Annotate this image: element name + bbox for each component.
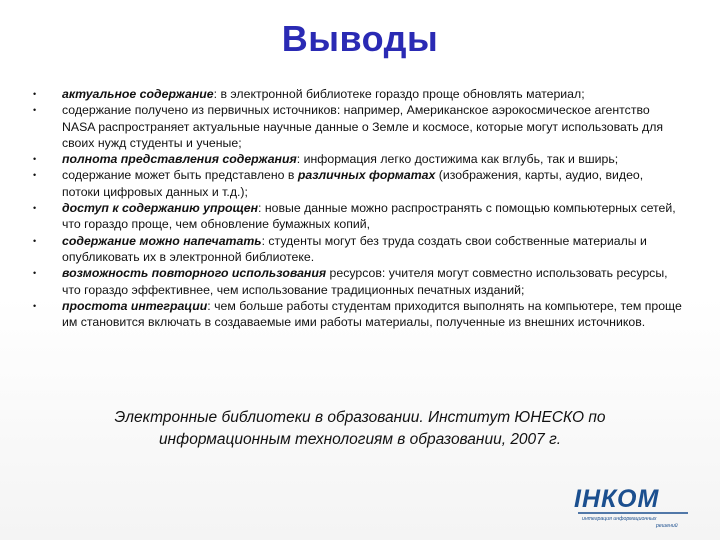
bullet-emphasis: содержание можно напечатать	[62, 233, 262, 248]
bullet-emphasis: полнота представления содержания	[62, 152, 297, 167]
bullet-marker: •	[33, 203, 37, 214]
citation	[60, 407, 660, 451]
bullet-marker: •	[33, 105, 37, 116]
bullet-text: : чем больше работы студентам приходится выполнять на компьютере, тем проще им становится включать в создаваемые ими работы материалы, полученные из внешних источников.	[62, 298, 682, 330]
bullet-text: ресурсов: учителя могут совместно использовать ресурсы, что гораздо эффективнее, чем использование традиционных печатных изданий;	[62, 266, 668, 297]
bullet-item	[28, 298, 683, 331]
bullet-marker: •	[33, 154, 37, 165]
bullet-marker: •	[33, 170, 37, 181]
citation-line-2: информационным технологиям в образовании, 2007 г.	[158, 431, 562, 448]
bullet-prefix: содержание может быть представлено в	[62, 168, 298, 183]
bullet-emphasis: возможность повторного использования	[62, 266, 327, 281]
bullet-marker: •	[33, 235, 37, 246]
citation-line-1: Электронные библиотеки в образовании. Институт ЮНЕСКО по	[114, 409, 606, 426]
bullet-emphasis: доступ к содержанию упрощен	[62, 201, 258, 216]
bullet-item	[28, 265, 683, 298]
logo-subtitle: интеграция информационных	[582, 516, 657, 522]
bullet-marker: •	[33, 268, 37, 279]
bullet-item	[28, 167, 683, 200]
bullet-text: содержание получено из первичных источников: например, Американское аэрокосмическое агентство NASA распространяет актуальные научные данные о Земле и космосе, которые могут использовать для своих нужд студенты и ученые;	[62, 103, 664, 150]
bullet-text: : студенты могут без труда создать свои собственные материалы и опубликовать их в электронной библиотеке.	[62, 233, 647, 264]
bullet-text: (изображения, карты, аудио, видео, потоки цифровых данных и т.д.);	[62, 168, 644, 199]
bullet-item	[28, 151, 683, 167]
bullet-list	[28, 86, 683, 330]
bullet-text: : в электронной библиотеке гораздо проще обновлять материал;	[213, 87, 585, 101]
bullet-marker: •	[33, 89, 37, 99]
bullet-marker: •	[33, 300, 37, 311]
logo-subtitle-2: решений	[656, 523, 678, 529]
slide-title: Выводы	[281, 18, 439, 59]
bullet-item	[28, 102, 683, 151]
bullet-item	[28, 200, 683, 233]
bullet-text: : информация легко достижима как вглубь, так и вширь;	[296, 152, 619, 167]
bullet-item	[28, 86, 683, 102]
bullet-emphasis: различных форматах	[297, 168, 436, 183]
bullet-emphasis: актуальное содержание	[62, 87, 214, 101]
logo-wordmark: ІНКОМ	[574, 485, 660, 513]
bullet-item	[28, 233, 683, 266]
bullet-emphasis: простота интеграции	[62, 298, 208, 313]
inkom-logo	[572, 480, 692, 530]
bullet-text: : новые данные можно распространять с помощью компьютерных сетей, что гораздо проще, чем обновление бумажных копий,	[62, 201, 676, 232]
